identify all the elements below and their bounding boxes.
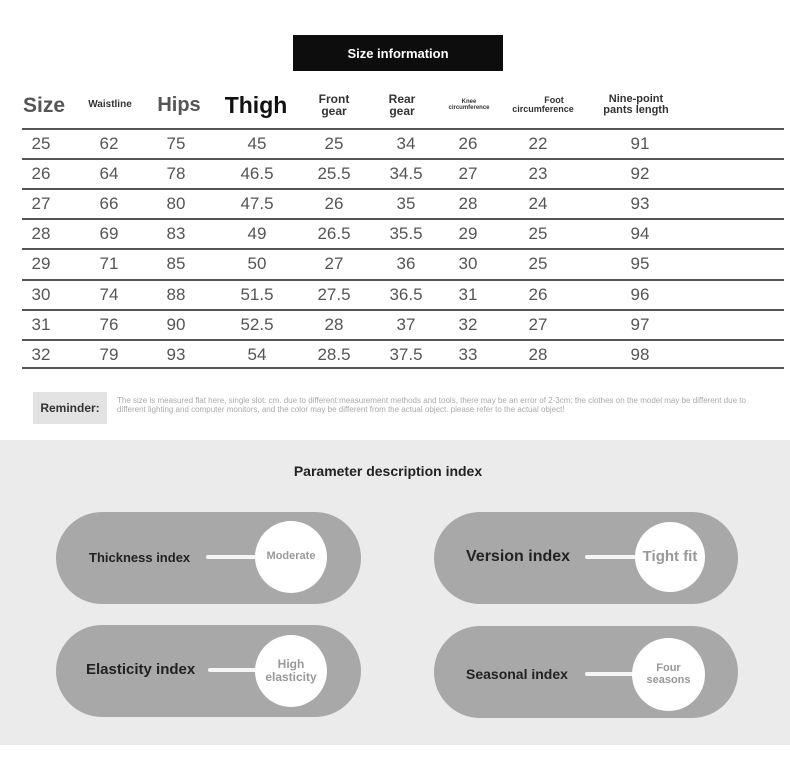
table-cell: 52.5 — [240, 315, 274, 334]
table-cell: 92 — [630, 164, 650, 183]
table-cell: 24 — [528, 194, 548, 213]
table-cell: 28.5 — [317, 345, 351, 364]
table-cell: 71 — [99, 254, 119, 273]
header-size: Size — [22, 93, 66, 117]
seasonal-label: Seasonal index — [466, 666, 568, 682]
table-cell: 88 — [166, 285, 186, 304]
table-cell: 76 — [99, 315, 119, 334]
header-waistline: Waistline — [88, 99, 132, 110]
table-cell: 51.5 — [240, 285, 274, 304]
table-cell: 36.5 — [389, 285, 423, 304]
table-cell: 37 — [396, 315, 416, 334]
table-cell: 37.5 — [389, 345, 423, 364]
table-cell: 90 — [166, 315, 186, 334]
table-cell: 98 — [630, 345, 650, 364]
table-cell: 33 — [458, 345, 478, 364]
table-cell: 25 — [324, 134, 344, 153]
header-pants-length: Nine-point pants length — [603, 93, 669, 116]
table-cell: 85 — [166, 254, 186, 273]
reminder-label: Reminder: — [33, 392, 107, 424]
row-divider — [22, 218, 784, 220]
table-cell: 27.5 — [317, 285, 351, 304]
table-cell: 35 — [396, 194, 416, 213]
row-divider — [22, 309, 784, 311]
table-cell: 94 — [630, 224, 650, 243]
row-divider — [22, 158, 784, 160]
size-info-title: Size information — [293, 35, 503, 71]
table-cell: 25 — [528, 224, 548, 243]
elasticity-value: High elasticity — [255, 635, 327, 707]
table-cell: 69 — [99, 224, 119, 243]
table-cell: 29 — [458, 224, 478, 243]
table-cell: 75 — [166, 134, 186, 153]
table-cell: 30 — [31, 285, 51, 304]
table-cell: 97 — [630, 315, 650, 334]
seasonal-value: Four seasons — [632, 638, 705, 711]
table-cell: 27 — [528, 315, 548, 334]
table-cell: 26 — [458, 134, 478, 153]
table-cell: 30 — [458, 254, 478, 273]
table-cell: 26.5 — [317, 224, 351, 243]
table-cell: 95 — [630, 254, 650, 273]
table-cell: 45 — [247, 134, 267, 153]
table-cell: 78 — [166, 164, 186, 183]
table-cell: 25 — [31, 134, 51, 153]
row-divider — [22, 367, 784, 369]
table-cell: 28 — [324, 315, 344, 334]
table-cell: 32 — [31, 345, 51, 364]
reminder-text: The size is measured flat here, single slot: cm. due to different measurement methods and tools, there may be an error of 2-3cm; the clothes on the model may be different due to different lighting and computer monitors, and the color may be different from the actual object. please refer to the actual object! — [117, 396, 746, 414]
table-cell: 25.5 — [317, 164, 351, 183]
table-cell: 34.5 — [389, 164, 423, 183]
table-cell: 96 — [630, 285, 650, 304]
table-cell: 22 — [528, 134, 548, 153]
table-cell: 26 — [324, 194, 344, 213]
header-hips: Hips — [157, 94, 201, 116]
version-label: Version index — [466, 548, 571, 565]
table-cell: 27 — [31, 194, 51, 213]
table-cell: 80 — [166, 194, 186, 213]
table-cell: 31 — [458, 285, 478, 304]
row-divider — [22, 128, 784, 130]
table-cell: 47.5 — [240, 194, 274, 213]
table-cell: 93 — [166, 345, 186, 364]
thickness-value: Moderate — [255, 521, 327, 593]
table-cell: 50 — [247, 254, 267, 273]
row-divider — [22, 339, 784, 341]
table-cell: 28 — [528, 345, 548, 364]
table-cell: 34 — [396, 134, 416, 153]
table-cell: 74 — [99, 285, 119, 304]
table-cell: 64 — [99, 164, 119, 183]
table-cell: 79 — [99, 345, 119, 364]
table-cell: 32 — [458, 315, 478, 334]
header-foot-circumference: Foot circumference — [512, 95, 574, 114]
table-cell: 27 — [324, 254, 344, 273]
table-cell: 36 — [396, 254, 416, 273]
table-cell: 28 — [458, 194, 478, 213]
table-cell: 91 — [630, 134, 650, 153]
table-cell: 23 — [528, 164, 548, 183]
header-thigh: Thigh — [224, 91, 288, 118]
version-value: Tight fit — [635, 522, 705, 592]
table-cell: 28 — [31, 224, 51, 243]
table-cell: 83 — [166, 224, 186, 243]
elasticity-label: Elasticity index — [86, 661, 196, 678]
table-cell: 46.5 — [240, 164, 274, 183]
header-rear-gear: Rear gear — [388, 92, 416, 118]
table-cell: 29 — [31, 254, 51, 273]
table-cell: 26 — [31, 164, 51, 183]
table-cell: 27 — [458, 164, 478, 183]
table-cell: 25 — [528, 254, 548, 273]
row-divider — [22, 248, 784, 250]
header-knee-circumference: Knee circumference — [448, 99, 490, 111]
parameter-title: Parameter description index — [293, 463, 483, 479]
header-front-gear: Front gear — [318, 92, 350, 118]
thickness-label: Thickness index — [89, 550, 191, 565]
table-cell: 35.5 — [389, 224, 423, 243]
table-cell: 26 — [528, 285, 548, 304]
table-cell: 49 — [247, 224, 267, 243]
table-cell: 31 — [31, 315, 51, 334]
table-cell: 93 — [630, 194, 650, 213]
table-cell: 62 — [99, 134, 119, 153]
row-divider — [22, 188, 784, 190]
table-cell: 66 — [99, 194, 119, 213]
table-cell: 54 — [247, 345, 267, 364]
row-divider — [22, 279, 784, 281]
